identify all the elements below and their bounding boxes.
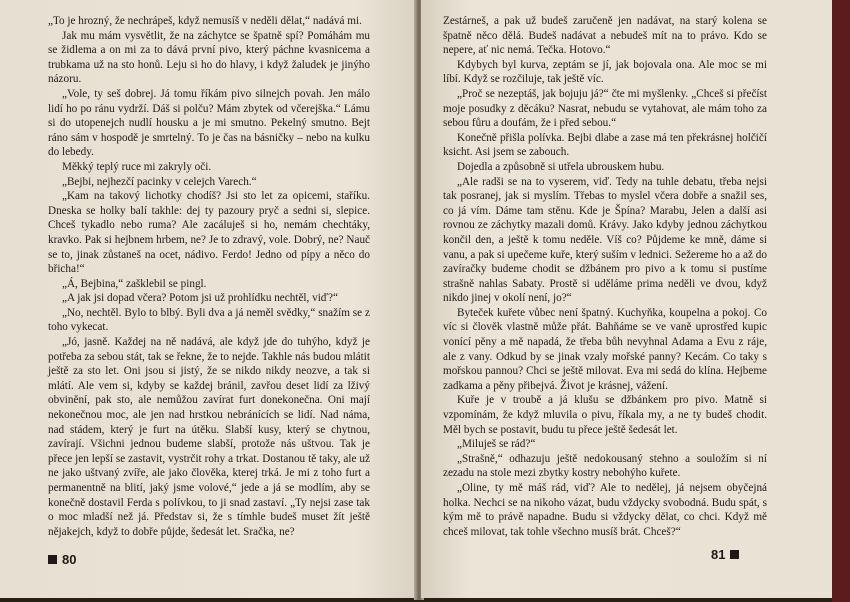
paragraph: „Vole, ty seš dobrej. Já tomu říkám pivo silnejch povah. Jen málo lidí ho po ránu vydrží. Dáš si polču? Mám zbytek od včerejška.“ Lámu si do utopenejch nudlí housku a je mi smutno. Pekelný smutno. Bejt ráno sám v hospodě je smrtelný. To je čas na básničky – nebo na kulku do lebedy. bbox=[48, 87, 370, 159]
paragraph: „Strašně,“ odhazuju ještě nedokousaný stehno a souložím si ní zezadu na stole mezi zbytky kostry nebohýho kuřete. bbox=[443, 452, 767, 480]
page-number: 81 bbox=[711, 547, 726, 562]
paragraph: „Proč se nezeptáš, jak bojuju já?“ čte mi myšlenky. „Chceš si přečíst moje posudky z děcáku? Nasrat, nebudu se vytahovat, ale mám toho za sebou fůru a doufám, že i před sebou.“ bbox=[443, 87, 767, 130]
paragraph: Konečně přišla polívka. Bejbi dlabe a zase má ten překrásnej holčičí ksicht. Asi jsem se zabouch. bbox=[443, 131, 767, 159]
paragraph: Zestárneš, a pak už budeš zaručeně jen nadávat, na starý kolena se špatně něco dělá. Budeš nadávat a nebudeš mít na to právo. Kdo se nepere, ať nic nemá. Tečka. Hotovo.“ bbox=[443, 15, 767, 57]
paragraph: „A jak jsi dopad včera? Potom jsi už prohlídku nechtěl, viď?“ bbox=[62, 292, 338, 305]
paragraph: „To je hrozný, že nechrápeš, když nemusíš v neděli dělat,“ nadává mi. bbox=[48, 15, 362, 27]
right-page-text bbox=[443, 14, 767, 539]
paragraph: Dojedla a způsobně si utřela ubrouskem hubu. bbox=[457, 160, 665, 173]
paragraph: „No, nechtěl. Bylo to blbý. Byli dva a já neměl svědky,“ snažím se z toho vykecat. bbox=[48, 306, 370, 334]
paragraph: „Kam na takový lichotky chodíš? Jsi sto let za opicemi, staříku. Dneska se holky balí takhle: dej ty pazoury pryč a sedni si, slepice. Chceš tykadlo nebo ruma? Ale zacáluješ si ho, nemám chechtáky, kravko. Pak si hejbnem hrbem, ne? Je to zdravý, vole. Dobrý, ne? Nauč se to, jinak zůstaneš na ocet, nádivo. Ferdo! Jedno od pípy a něco do břicha!“ bbox=[48, 190, 370, 276]
paragraph: „Miluješ se rád?“ bbox=[457, 438, 536, 451]
page-number-left bbox=[48, 552, 76, 567]
paragraph: Měkký teplý ruce mi zakryly oči. bbox=[62, 160, 212, 173]
book-cover-edge bbox=[832, 0, 850, 602]
page-number: 80 bbox=[62, 552, 77, 567]
paragraph: „Bejbi, nejhezčí pacinky v celejch Varech.“ bbox=[62, 175, 257, 188]
left-page-text bbox=[48, 14, 370, 539]
right-page bbox=[421, 0, 832, 598]
square-icon bbox=[48, 555, 57, 564]
paragraph: Kuře je v troubě a já klušu se džbánkem pro pivo. Matně si vzpomínám, že když mluvila o pivu, říkala my, a ne ty budeš chodit. Měl bych se postavit, budu tu přece ještě šedesát let. bbox=[443, 394, 767, 436]
page-number-right bbox=[711, 547, 739, 562]
paragraph: „Á, Bejbina,“ zašklebil se pingl. bbox=[62, 277, 207, 290]
paragraph: „Jó, jasně. Každej na ně nadává, ale když jde do tuhýho, když je potřeba za sebou stát, tak se řekne, že to nejde. Takhle nás budou mlátit ještě za sto let. Oni jsou si jistý, že se nikdo nikdy neozve, a tak si mlátí. Ale vem si, kdyby se každej bránil, zavřou deset lidí za lživý obvinění, pak sto, ale nemůžou zavírat furt donekonečna. Oni mají nekonečnou moc, ale jen nad hrstkou nebránících se lidí. Nad náma, nad stádem, který je furt na útěku. Slabší kusy, který se chytnou, zavírají. Všichni jednou budeme slabší, protože nás uštvou. Tak je přece jen lepší se zastavit, vystrčit rohy a trkat. Dostanou tě taky, ale už ne jako uštvaný zvíře, ale jako člověka, kterej trká. Je mi z toho furt a permanentně na blití, jaký jsme volové,“ jede a já se modlím, aby se konečně dostavil Ferda s polívkou, to ji snad zastaví. „Ty nejsi zase tak o moc mladší než já. Představ si, že s tímhle budeš muset žít ještě nějakejch, když to dobře půjde, šedesát let. Sračka, ne? bbox=[48, 336, 370, 538]
left-page bbox=[0, 0, 417, 598]
paragraph: Byteček kuřete vůbec není špatný. Kuchyňka, koupelna a pokoj. Co víc si člověk vlastně může přát. Bahňáme se ve vaně uprostřed kupic vonící pěny a mě napadá, že třeba bůh nevyhnal Adama a Evu z ráje, ale z vany. Odkud by se jinak vzaly mořské panny? Kecám. Co taky s mořskou pannou? Chci se ještě milovat. Eva mi sedá do klína. Hejbeme zadkama a pěny přibejvá. Život je krásnej, vážení. bbox=[443, 306, 767, 392]
paragraph: Jak mu mám vysvětlit, že na záchytce se špatně spí? Pomáhám mu se židlema a on mi za to dává první pivo, který páchne kvasnicema a trubkama už na sto honů. Leju si ho do hlavy, i když žaludek je jinýho názoru. bbox=[48, 29, 370, 86]
paragraph: Kdybych byl kurva, zeptám se jí, jak bojovala ona. Ale moc se mi líbí. Když se rozčiluje, tak ještě víc. bbox=[443, 58, 767, 86]
paragraph: „Oline, ty mě máš rád, viď? Ale to nedělej, já nejsem obyčejná holka. Nechci se na nikoho vázat, budu vždycky svobodná. Budu spát, s kým mě to právě napadne. Budu si vždycky dělat, co chci. Když mě chceš milovat, tak tohle všechno musíš brát. Chceš?“ bbox=[443, 482, 767, 538]
paragraph: „Ale radši se na to vyserem, viď. Tedy na tuhle debatu, třeba nejsi tak posranej, jak si myslím. Třebas to myslel včera dobře a snažil ses, co já vím. Dáme tam stěnu. Kde je Špína? Marabu, Jelen a další asi rovnou ze záchytky mazali domů. Krávy. Jako kdyby jednou záchytkou končil den, a ještě k tomu neděle. Víš co? Půjdeme ke mně, dáme si vanu, a pak si upečeme kuře, který suším v lednici. Sežereme ho a až do zavíračky budeme chodit se džbánem pro pivo a k tomu si pustíme strašně nahlas Sabaty. Prostě si uděláme prima neděli ve dvou, když nikdo jinej v okolí není, jo?“ bbox=[443, 175, 767, 305]
square-icon bbox=[730, 550, 739, 559]
